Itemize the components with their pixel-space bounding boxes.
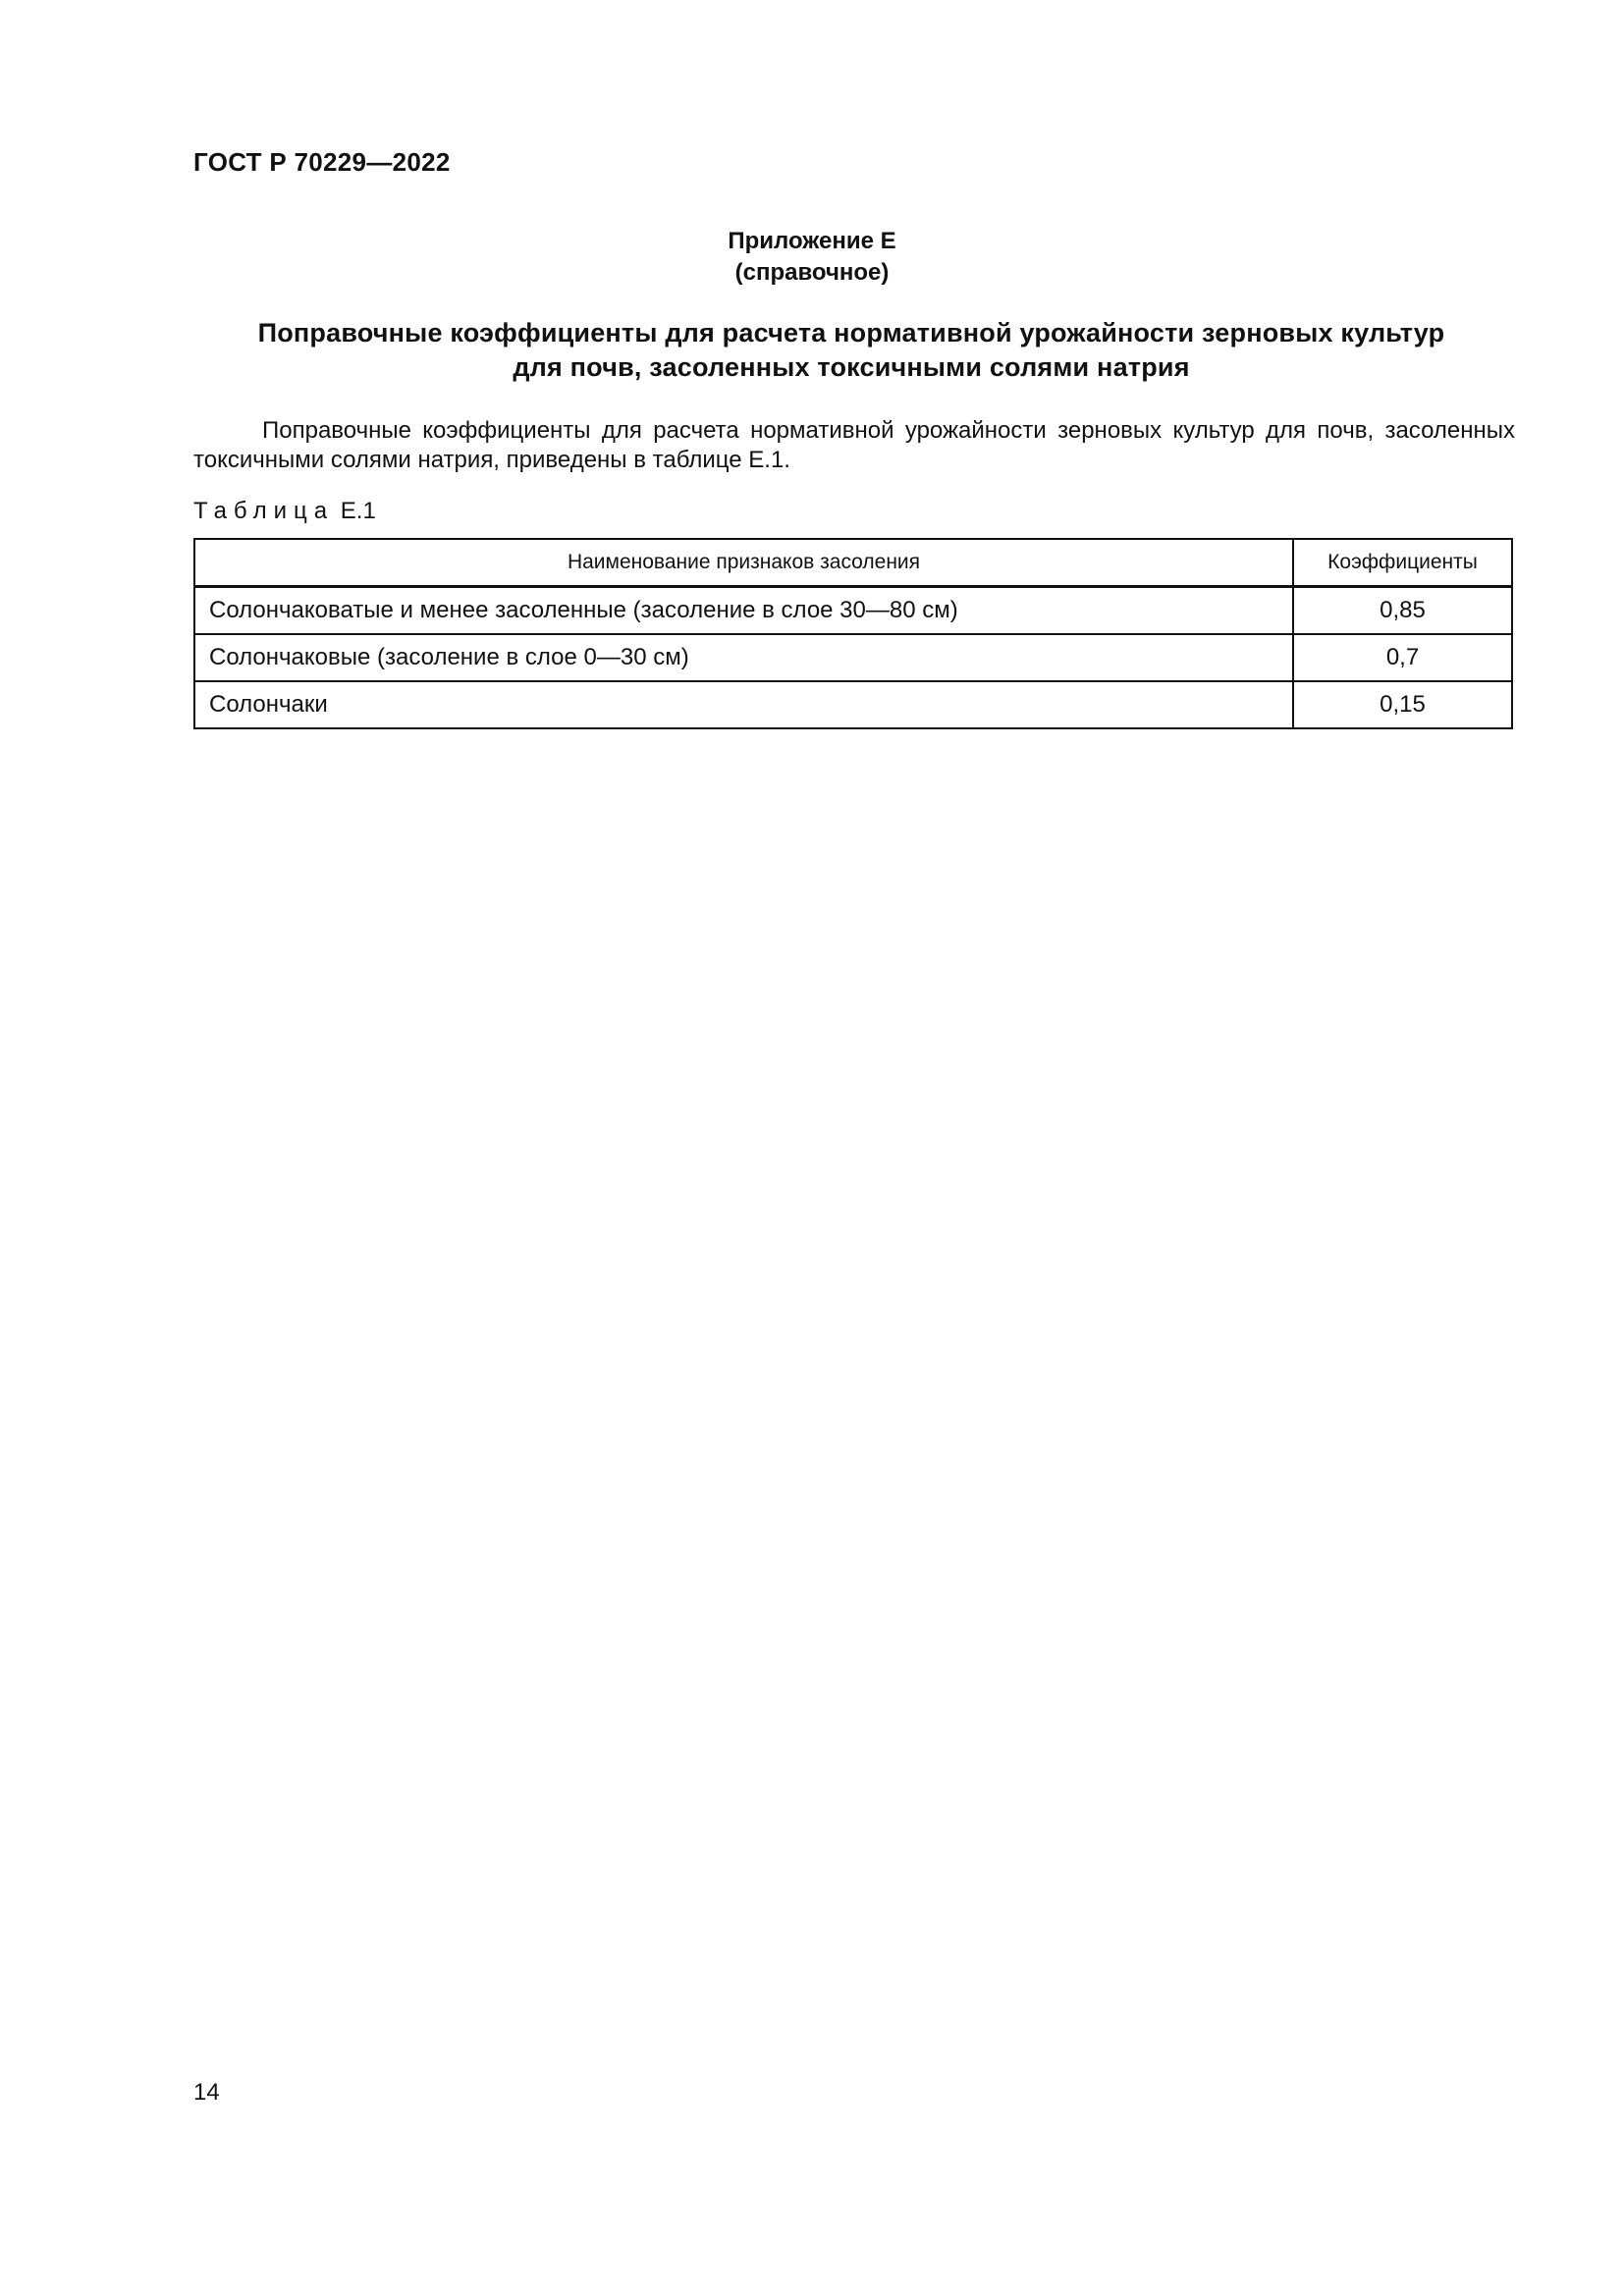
- page-number: 14: [193, 2079, 220, 2106]
- table-cell-name: Солончаковатые и менее засоленные (засоление в слое 30—80 см): [194, 587, 1293, 635]
- appendix-type: (справочное): [734, 259, 890, 286]
- body-paragraph: Поправочные коэффициенты для расчета нормативной урожайности зерновых культур для почв, засоленных токсичными солями натрия, приведены в таблице Е.1.: [193, 417, 1515, 473]
- appendix-heading: [0, 226, 1624, 289]
- table-cell-name: Солончаковые (засоление в слое 0—30 см): [194, 634, 1293, 681]
- appendix-title: [193, 316, 1509, 385]
- appendix-label: Приложение Е: [728, 228, 896, 254]
- table-caption: [193, 498, 376, 525]
- table-caption-number: Е.1: [340, 498, 376, 524]
- table-cell-value: 0,85: [1293, 587, 1512, 635]
- table-row: [194, 681, 1512, 728]
- document-header: ГОСТ Р 70229—2022: [193, 147, 451, 177]
- table-header-row: [194, 539, 1512, 587]
- table-header-coefficient: Коэффициенты: [1293, 539, 1512, 587]
- table-row: [194, 634, 1512, 681]
- table-caption-word: Таблица: [193, 498, 335, 524]
- table-header-name: Наименование признаков засоления: [194, 539, 1293, 587]
- table-row: [194, 587, 1512, 635]
- title-line-2: для почв, засоленных токсичными солями натрия: [513, 352, 1190, 382]
- title-line-1: Поправочные коэффициенты для расчета нормативной урожайности зерновых культур: [257, 318, 1445, 347]
- table-cell-value: 0,7: [1293, 634, 1512, 681]
- table-cell-value: 0,15: [1293, 681, 1512, 728]
- table-cell-name: Солончаки: [194, 681, 1293, 728]
- coefficients-table: [193, 538, 1513, 729]
